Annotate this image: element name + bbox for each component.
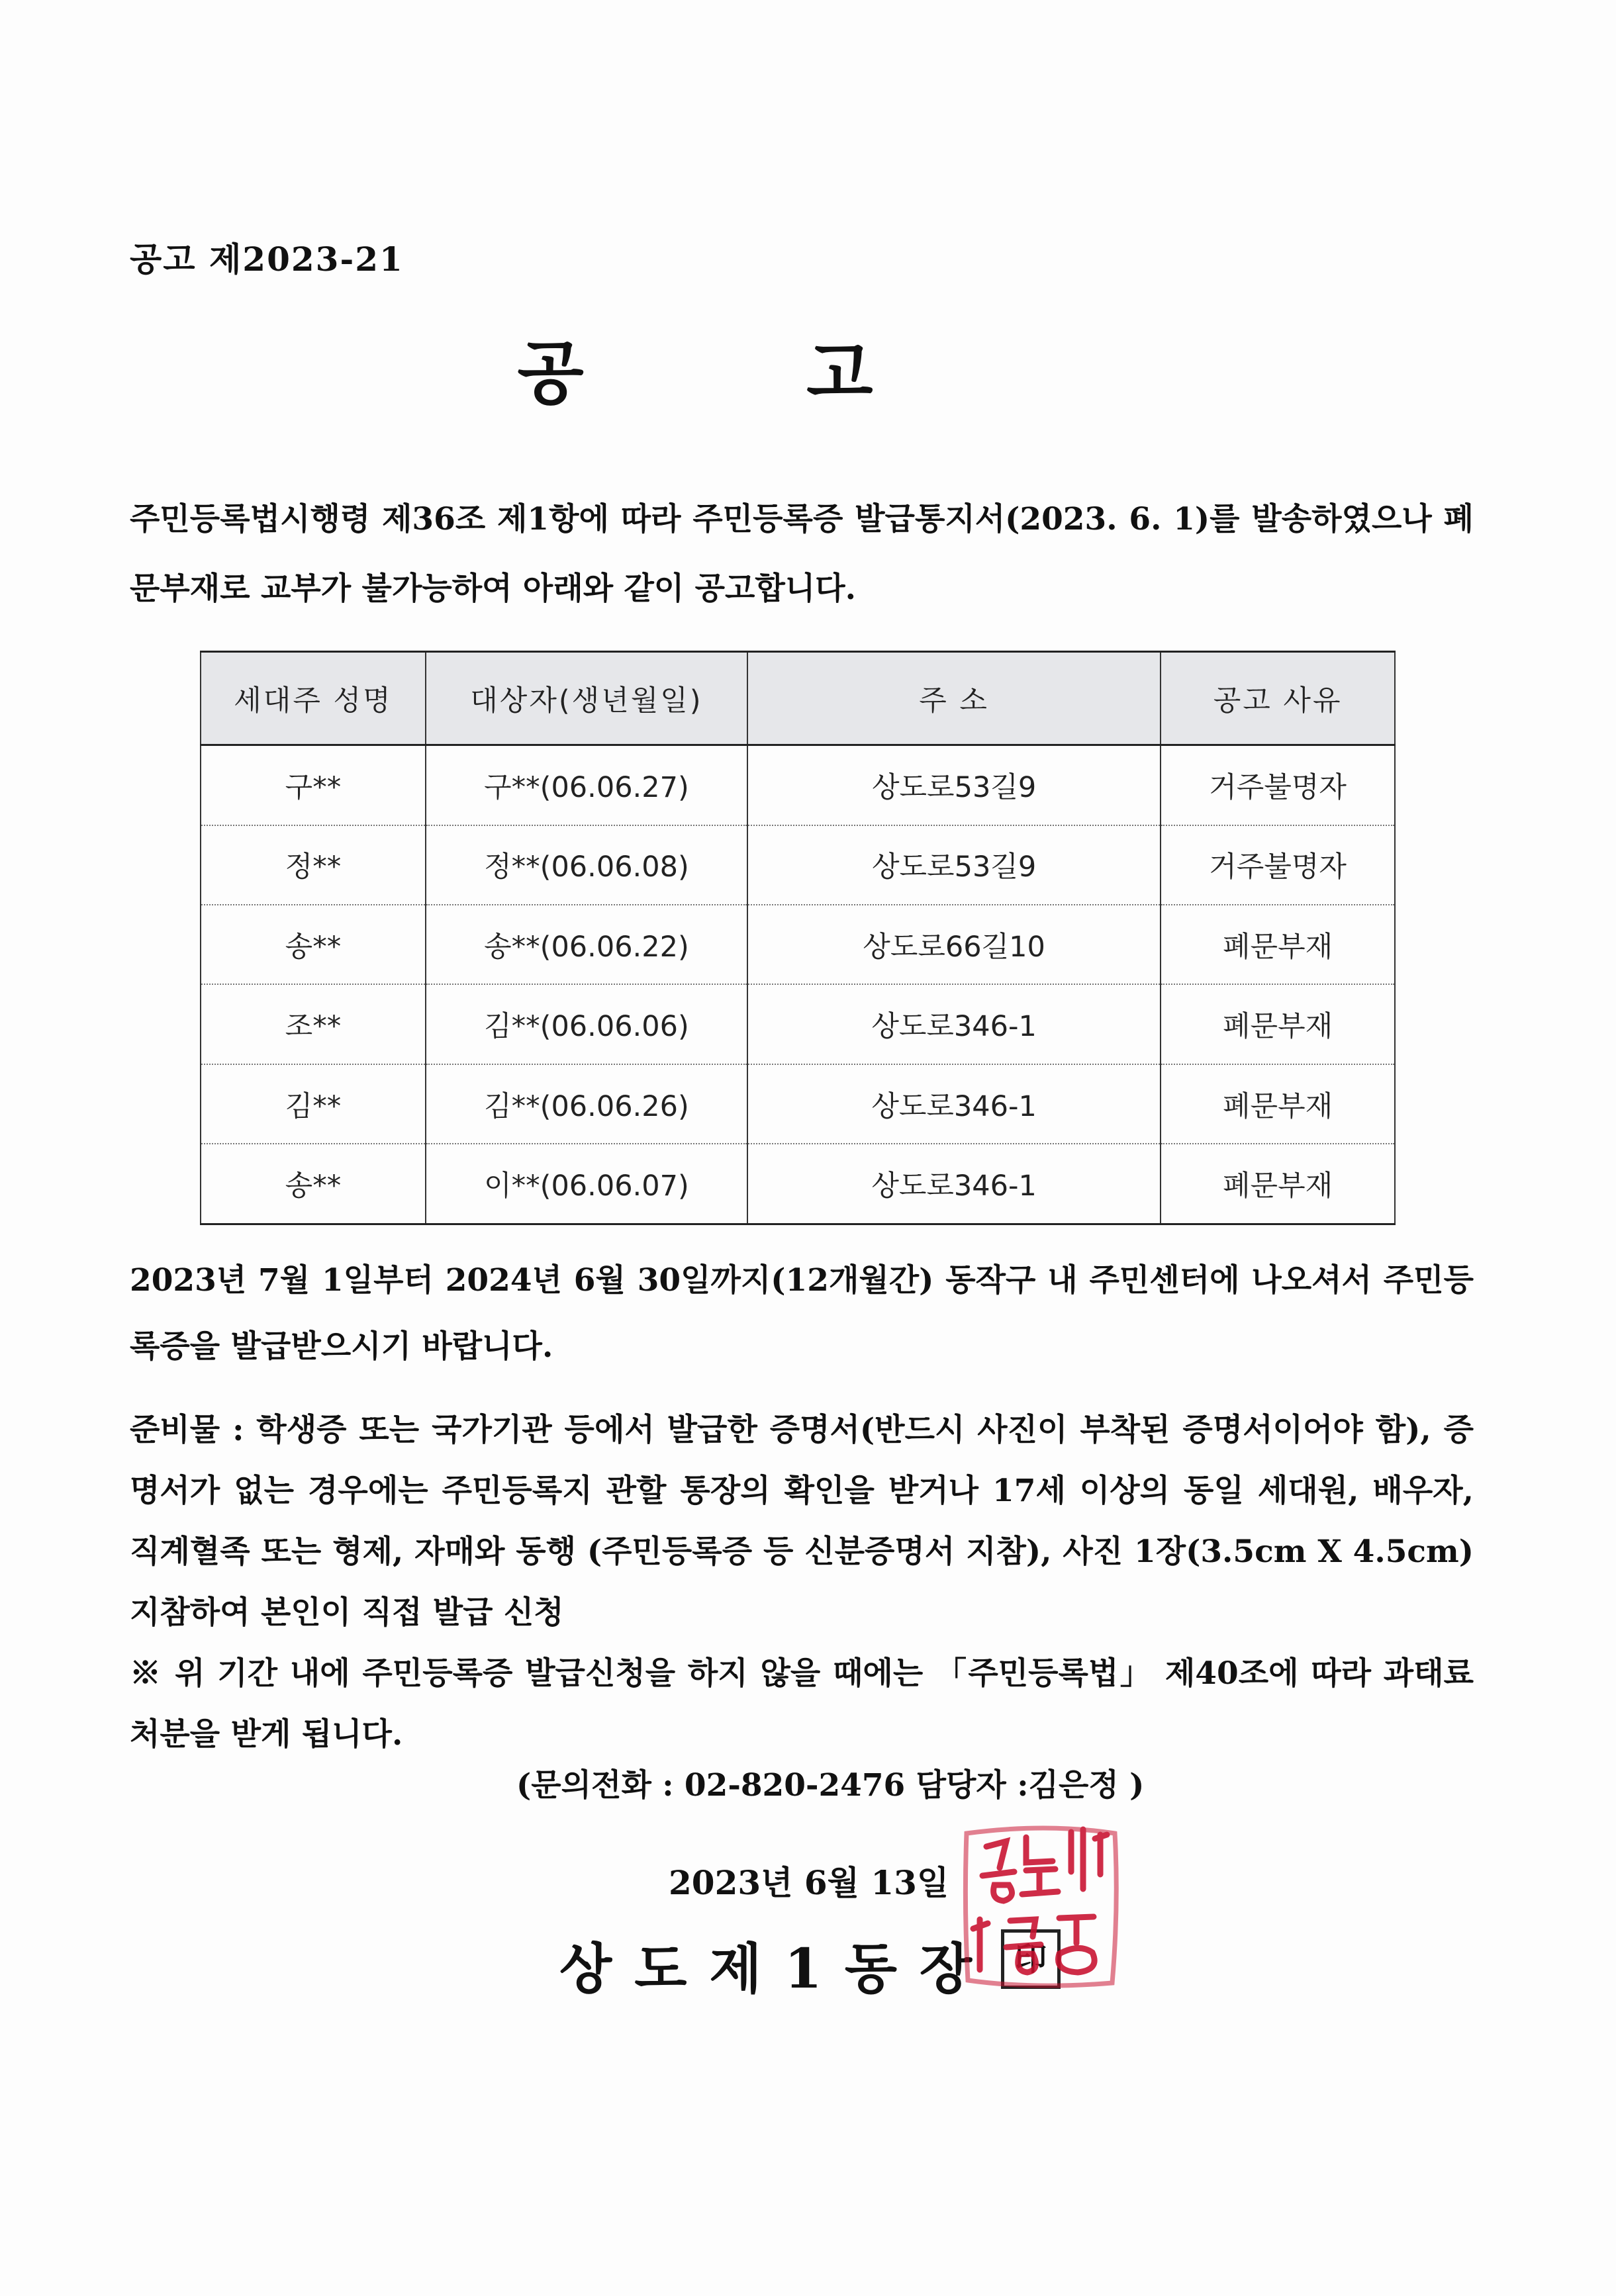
cell-address: 상도로346-1: [747, 1144, 1161, 1224]
cell-reason: 거주불명자: [1161, 825, 1395, 905]
table-row: [201, 905, 1395, 984]
seal-mark: 印: [1001, 1929, 1061, 1989]
cell-householder: 송**: [201, 905, 426, 984]
table-row: [201, 825, 1395, 905]
notice-table: [200, 651, 1396, 1225]
cell-householder: 정**: [201, 825, 426, 905]
header-householder: 세대주 성명: [201, 652, 426, 745]
table-row: [201, 1144, 1395, 1224]
cell-address: 상도로53길9: [747, 745, 1161, 825]
cell-reason: 폐문부재: [1161, 905, 1395, 984]
issuer-name: 상도제1동장: [559, 1937, 995, 2001]
cell-reason: 폐문부재: [1161, 984, 1395, 1064]
header-address: 주 소: [747, 652, 1161, 745]
cell-householder: 김**: [201, 1064, 426, 1144]
warning-text: ※ 위 기간 내에 주민등록증 발급신청을 하지 않을 때에는 「주민등록법」 제40조에 따라 과태료 처분을 받게 됩니다.: [130, 1655, 1474, 1753]
notice-number: 공고 제2023-21: [130, 240, 404, 279]
cell-subject: 김**(06.06.26): [426, 1064, 747, 1144]
requirements-text: 준비물 : 학생증 또는 국가기관 등에서 발급한 증명서(반드시 사진이 부착된 증명서이어야 함), 증명서가 없는 경우에는 주민등록지 관할 통장의 확인을 받거나 17세 이상의 동일 세대원, 배우자, 직계혈족 또는 형제, 자매와 동행 (주민등록증 등 신분증명서 지참), 사진 1장(3.5cm X 4.5cm) 지참하여 본인이 직접 발급 신청: [130, 1412, 1474, 1631]
cell-address: 상도로53길9: [747, 825, 1161, 905]
cell-subject: 정**(06.06.08): [426, 825, 747, 905]
notice-date: 2023년 6월 13일: [669, 1863, 949, 1902]
header-subject: 대상자(생년월일): [426, 652, 747, 745]
cell-address: 상도로346-1: [747, 984, 1161, 1064]
intro-paragraph: 주민등록법시행령 제36조 제1항에 따라 주민등록증 발급통지서(2023. 6. 1)를 발송하였으나 폐문부재로 교부가 불가능하여 아래와 같이 공고합니다.: [130, 501, 1474, 607]
table-row: [201, 984, 1395, 1064]
table-header-row: [201, 652, 1395, 745]
cell-reason: 거주불명자: [1161, 745, 1395, 825]
cell-reason: 폐문부재: [1161, 1144, 1395, 1224]
cell-householder: 송**: [201, 1144, 426, 1224]
cell-householder: 구**: [201, 745, 426, 825]
contact-info: (문의전화 : 02-820-2476 담당자 :김은정 ): [516, 1767, 1145, 1804]
page-title: 공 고: [517, 332, 973, 414]
cell-subject: 구**(06.06.27): [426, 745, 747, 825]
header-reason: 공고 사유: [1161, 652, 1395, 745]
cell-householder: 조**: [201, 984, 426, 1064]
official-seal-stamp-icon: [953, 1807, 1132, 2005]
issuance-period-text: 2023년 7월 1일부터 2024년 6월 30일까지(12개월간) 동작구 내 주민센터에 나오셔서 주민등록증을 발급받으시기 바랍니다.: [130, 1262, 1474, 1365]
cell-subject: 김**(06.06.06): [426, 984, 747, 1064]
cell-reason: 폐문부재: [1161, 1064, 1395, 1144]
cell-address: 상도로346-1: [747, 1064, 1161, 1144]
requirements-section: [130, 1400, 1474, 1765]
cell-subject: 송**(06.06.22): [426, 905, 747, 984]
cell-subject: 이**(06.06.07): [426, 1144, 747, 1224]
cell-address: 상도로66길10: [747, 905, 1161, 984]
table-row: [201, 1064, 1395, 1144]
table-row: [201, 745, 1395, 825]
